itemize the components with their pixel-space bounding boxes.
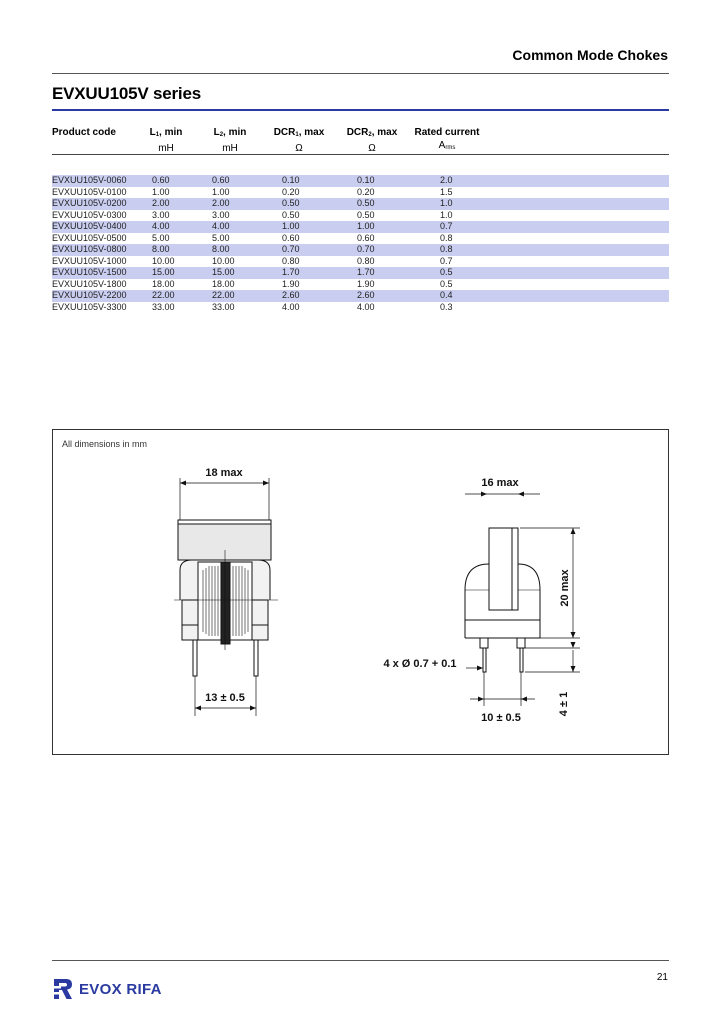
table-cell: 3.00 (212, 209, 230, 220)
col-header-subscript: 2 (368, 132, 372, 138)
table-cell: 0.20 (282, 186, 300, 197)
logo-text: EVOX RIFA (79, 980, 162, 998)
table-cell: 0.70 (282, 244, 300, 254)
table-cell: 0.3 (440, 301, 453, 312)
table-cell: 15.00 (152, 267, 175, 277)
table-cell: EVXUU105V-3300 (52, 301, 127, 312)
table-cell: 2.60 (282, 290, 300, 300)
table-cell: 10.00 (212, 255, 235, 266)
table-cell: 5.00 (212, 232, 230, 243)
table-cell: EVXUU105V-0060 (52, 175, 127, 185)
table-cell: 1.00 (357, 221, 375, 231)
table-cell: 8.00 (212, 244, 230, 254)
table-cell: 1.70 (357, 267, 375, 277)
table-cell: EVXUU105V-2200 (52, 290, 127, 300)
table-cell: 1.5 (440, 186, 453, 197)
col-header-subscript: 1 (295, 132, 299, 138)
table-cell: 18.00 (152, 278, 175, 289)
page-number: 21 (656, 972, 668, 983)
col-header-text: Product code (52, 127, 116, 138)
table-cell: 4.00 (152, 221, 170, 231)
table-cell: 15.00 (212, 267, 235, 277)
col-header-text: L (149, 127, 156, 138)
table-cell: 0.50 (357, 198, 375, 208)
table-cell: 0.50 (282, 198, 300, 208)
table-cell: 1.00 (282, 221, 300, 231)
col-header-unit: Ω (368, 143, 376, 154)
col-header-unit: mH (158, 143, 174, 154)
dimensions-note: All dimensions in mm (62, 439, 148, 449)
page-header-title: Common Mode Chokes (512, 47, 668, 63)
table-cell: 10.00 (152, 255, 175, 266)
table-cell: 22.00 (212, 290, 235, 300)
table-cell: 2.0 (440, 175, 453, 185)
table-cell: 22.00 (152, 290, 175, 300)
series-title: EVXUU105V series (52, 84, 201, 103)
col-header-text: , min (223, 127, 247, 138)
table-cell: 0.60 (152, 175, 170, 185)
table-cell: 1.0 (440, 198, 453, 208)
table-cell: 33.00 (152, 301, 175, 312)
table-cell: 1.0 (440, 209, 453, 220)
table-cell: EVXUU105V-0200 (52, 198, 127, 208)
table-cell: 1.00 (212, 186, 230, 197)
table-cell: 2.00 (152, 198, 170, 208)
col-header-subscript: rms (445, 145, 456, 151)
table-cell: EVXUU105V-0400 (52, 221, 127, 231)
table-cell: 1.00 (152, 186, 170, 197)
table-cell: EVXUU105V-0300 (52, 209, 127, 220)
table-cell: 18.00 (212, 278, 235, 289)
table-cell: EVXUU105V-1800 (52, 278, 127, 289)
col-header-unit: Ω (295, 143, 303, 154)
table-cell: 0.5 (440, 278, 453, 289)
table-cell: 1.90 (357, 278, 375, 289)
table-cell: 1.90 (282, 278, 300, 289)
evox-rifa-logo-icon (52, 977, 74, 1001)
col-header-unit: A (438, 140, 446, 151)
col-header-text: , max (298, 127, 325, 138)
front-pin-pitch-label: 13 ± 0.5 (205, 692, 245, 704)
table-cell: 0.60 (282, 232, 300, 243)
col-header-text: , min (159, 127, 183, 138)
table-cell: 4.00 (357, 301, 375, 312)
table-cell: 4.00 (212, 221, 230, 231)
table-cell: 0.80 (357, 255, 375, 266)
side-pin-pitch-label: 10 ± 0.5 (481, 712, 521, 724)
col-header-subscript: 1 (155, 132, 160, 138)
table-cell: 0.8 (440, 244, 453, 254)
pin-diameter-label: 4 x Ø 0.7 + 0.1 (383, 658, 457, 670)
pin-length-label: 4 ± 1 (558, 691, 570, 717)
table-cell: 0.7 (440, 221, 453, 231)
col-header-text: L (213, 127, 220, 138)
col-header-subscript: 2 (219, 132, 224, 138)
table-cell: 3.00 (152, 209, 170, 220)
col-header-text: DCR (346, 127, 369, 138)
col-header-text: Rated current (414, 127, 480, 138)
table-cell: EVXUU105V-1500 (52, 267, 127, 277)
table-cell: 0.8 (440, 232, 453, 243)
footer-rule (52, 960, 669, 961)
table-cell: 0.50 (357, 209, 375, 220)
table-cell: 0.70 (357, 244, 375, 254)
table-cell: 33.00 (212, 301, 235, 312)
company-logo (52, 975, 162, 1003)
table-cell: 0.7 (440, 255, 453, 266)
table-cell: 0.10 (357, 175, 375, 185)
table-cell: 0.60 (357, 232, 375, 243)
table-cell: 0.20 (357, 186, 375, 197)
front-view-drawing (174, 478, 278, 716)
front-width-label: 18 max (205, 467, 243, 479)
table-cell: 8.00 (152, 244, 170, 254)
table-cell: EVXUU105V-0500 (52, 232, 127, 243)
table-cell: 1.70 (282, 267, 300, 277)
col-header-text: DCR (273, 127, 296, 138)
table-cell: 0.60 (212, 175, 230, 185)
table-cell: 0.5 (440, 267, 453, 277)
table-cell: 2.60 (357, 290, 375, 300)
col-header-text: , max (371, 127, 398, 138)
table-cell: 0.80 (282, 255, 300, 266)
table-cell: EVXUU105V-1000 (52, 255, 127, 266)
table-cell: EVXUU105V-0800 (52, 244, 127, 254)
table-cell: 0.4 (440, 290, 453, 300)
table-cell: 5.00 (152, 232, 170, 243)
table-cell: EVXUU105V-0100 (52, 186, 127, 197)
col-header-unit: mH (222, 143, 238, 154)
table-cell: 0.10 (282, 175, 300, 185)
table-cell: 2.00 (212, 198, 230, 208)
side-height-label: 20 max (559, 569, 571, 607)
table-cell: 0.50 (282, 209, 300, 220)
side-width-label: 16 max (481, 477, 519, 489)
table-cell: 4.00 (282, 301, 300, 312)
